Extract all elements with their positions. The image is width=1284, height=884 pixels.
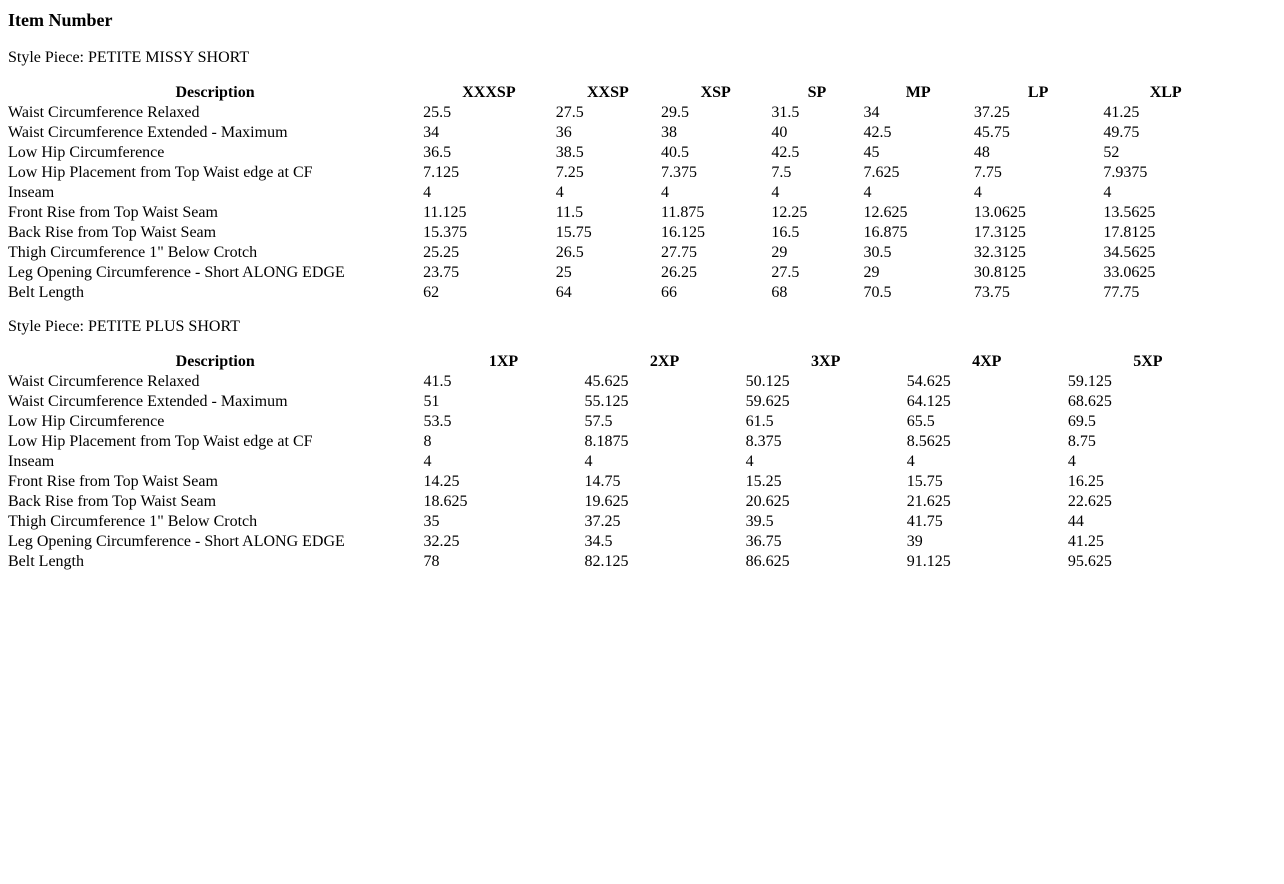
style-piece-title: Style Piece: PETITE PLUS SHORT: [8, 318, 240, 335]
measurement-value-cell: 69.5: [1067, 413, 1096, 430]
measurement-value-cell: 39: [906, 533, 923, 550]
measurement-value-cell: 32.3125: [973, 244, 1026, 261]
page-title: Item Number: [8, 10, 113, 30]
column-header: 5XP: [1133, 353, 1163, 370]
measurement-value-cell: 11.875: [661, 204, 705, 221]
measurement-value-cell: 54.625: [906, 373, 951, 390]
measurement-value-cell: 8: [423, 433, 432, 450]
measurement-value-cell: 34.5625: [1103, 244, 1156, 261]
measurement-value-cell: 16.125: [661, 224, 706, 241]
measurement-value-cell: 4: [863, 184, 872, 201]
measurement-value-cell: 15.75: [906, 473, 943, 490]
measurement-value-cell: 4: [661, 184, 670, 201]
measurement-value-cell: 37.25: [584, 513, 621, 530]
table-row: [8, 243, 1228, 263]
measurement-value-cell: 68: [771, 284, 788, 301]
measurement-value-cell: 41.25: [1067, 533, 1104, 550]
measurement-value-cell: 86.625: [745, 553, 790, 570]
measurement-value-cell: 64: [555, 284, 572, 301]
measurement-name-cell: Inseam: [8, 184, 55, 201]
header-row: [8, 352, 1228, 372]
table-row: [8, 512, 1228, 532]
measurement-value-cell: 42.5: [771, 144, 800, 161]
measurement-value-cell: 4: [771, 184, 780, 201]
table-row: [8, 283, 1228, 303]
measurement-value-cell: 57.5: [584, 413, 613, 430]
measurement-value-cell: 7.9375: [1103, 164, 1148, 181]
measurement-value-cell: 13.5625: [1103, 204, 1156, 221]
measurement-value-cell: 62: [423, 284, 440, 301]
column-header: SP: [807, 84, 827, 101]
measurement-name-cell: Inseam: [8, 453, 55, 470]
measurement-value-cell: 4: [1103, 184, 1112, 201]
measurement-value-cell: 64.125: [906, 393, 951, 410]
measurement-name-cell: Thigh Circumference 1" Below Crotch: [8, 244, 258, 261]
measurement-value-cell: 4: [973, 184, 982, 201]
measurement-value-cell: 7.375: [661, 164, 698, 181]
measurement-value-cell: 70.5: [863, 284, 892, 301]
table-row: [8, 263, 1228, 283]
measurement-value-cell: 40.5: [661, 144, 690, 161]
size-spec-table-plus: [7, 352, 1229, 572]
measurement-value-cell: 30.8125: [973, 264, 1026, 281]
measurement-value-cell: 44: [1067, 513, 1084, 530]
table-row: [8, 412, 1228, 432]
measurement-value-cell: 31.5: [771, 104, 800, 121]
measurement-value-cell: 25: [555, 264, 572, 281]
measurement-value-cell: 7.5: [771, 164, 792, 181]
measurement-value-cell: 4: [906, 453, 915, 470]
measurement-value-cell: 12.625: [863, 204, 908, 221]
measurement-value-cell: 11.5: [555, 204, 584, 221]
measurement-value-cell: 23.75: [423, 264, 460, 281]
style-piece-title: Style Piece: PETITE MISSY SHORT: [8, 49, 250, 66]
size-spec-table-missy: [7, 83, 1229, 303]
measurement-value-cell: 34: [423, 124, 440, 141]
column-header: MP: [905, 84, 931, 101]
measurement-value-cell: 19.625: [584, 493, 629, 510]
measurement-value-cell: 95.625: [1067, 553, 1112, 570]
measurement-value-cell: 13.0625: [973, 204, 1026, 221]
column-header: XXXSP: [462, 84, 516, 101]
measurement-value-cell: 11.125: [423, 204, 467, 221]
measurement-value-cell: 7.25: [555, 164, 584, 181]
column-header: XSP: [700, 84, 731, 101]
table-row: [8, 223, 1228, 243]
measurement-value-cell: 8.375: [745, 433, 782, 450]
column-header: XXSP: [586, 84, 629, 101]
measurement-name-cell: Belt Length: [8, 553, 84, 570]
measurement-value-cell: 35: [423, 513, 440, 530]
measurement-value-cell: 4: [745, 453, 754, 470]
column-header: LP: [1027, 84, 1049, 101]
table-header: [8, 352, 1228, 372]
measurement-value-cell: 41.25: [1103, 104, 1140, 121]
measurement-value-cell: 39.5: [745, 513, 774, 530]
header-row: [8, 83, 1228, 103]
measurement-value-cell: 27.5: [771, 264, 800, 281]
measurement-name-cell: Leg Opening Circumference - Short ALONG EDGE: [8, 533, 345, 550]
measurement-value-cell: 65.5: [906, 413, 935, 430]
measurement-value-cell: 29.5: [661, 104, 690, 121]
table-row: [8, 452, 1228, 472]
table-body: [8, 372, 1228, 572]
measurement-value-cell: 26.5: [555, 244, 584, 261]
table-row: [8, 203, 1228, 223]
measurement-value-cell: 37.25: [973, 104, 1010, 121]
measurement-value-cell: 55.125: [584, 393, 629, 410]
measurement-value-cell: 25.5: [423, 104, 452, 121]
measurement-value-cell: 73.75: [973, 284, 1010, 301]
measurement-value-cell: 78: [423, 553, 440, 570]
measurement-value-cell: 27.75: [661, 244, 698, 261]
table-row: [8, 432, 1228, 452]
measurement-value-cell: 45.625: [584, 373, 629, 390]
measurement-value-cell: 42.5: [863, 124, 892, 141]
measurement-value-cell: 12.25: [771, 204, 808, 221]
measurement-value-cell: 91.125: [906, 553, 951, 570]
measurement-value-cell: 4: [1067, 453, 1076, 470]
table-row: [8, 552, 1228, 572]
measurement-value-cell: 38: [661, 124, 678, 141]
table-row: [8, 103, 1228, 123]
measurement-value-cell: 34: [863, 104, 880, 121]
column-header: 3XP: [811, 353, 841, 370]
measurement-value-cell: 51: [423, 393, 440, 410]
table-row: [8, 392, 1228, 412]
table-row: [8, 472, 1228, 492]
measurement-value-cell: 14.75: [584, 473, 621, 490]
table-body: [8, 103, 1228, 303]
measurement-value-cell: 18.625: [423, 493, 468, 510]
measurement-value-cell: 40: [771, 124, 788, 141]
measurement-value-cell: 4: [423, 184, 432, 201]
measurement-value-cell: 48: [973, 144, 990, 161]
measurement-value-cell: 22.625: [1067, 493, 1112, 510]
measurement-value-cell: 8.1875: [584, 433, 629, 450]
measurement-name-cell: Waist Circumference Relaxed: [8, 373, 200, 390]
measurement-name-cell: Back Rise from Top Waist Seam: [8, 493, 217, 510]
measurement-name-cell: Waist Circumference Relaxed: [8, 104, 200, 121]
measurement-value-cell: 16.875: [863, 224, 908, 241]
measurement-value-cell: 52: [1103, 144, 1120, 161]
measurement-value-cell: 38.5: [555, 144, 584, 161]
measurement-value-cell: 29: [863, 264, 880, 281]
measurement-value-cell: 4: [584, 453, 593, 470]
measurement-name-cell: Belt Length: [8, 284, 84, 301]
measurement-value-cell: 34.5: [584, 533, 613, 550]
measurement-value-cell: 36.5: [423, 144, 452, 161]
measurement-value-cell: 36: [555, 124, 572, 141]
measurement-name-cell: Low Hip Circumference: [8, 144, 165, 161]
table-row: [8, 163, 1228, 183]
measurement-value-cell: 32.25: [423, 533, 460, 550]
measurement-value-cell: 4: [423, 453, 432, 470]
measurement-value-cell: 41.75: [906, 513, 943, 530]
measurement-value-cell: 15.25: [745, 473, 782, 490]
measurement-value-cell: 14.25: [423, 473, 460, 490]
table-row: [8, 143, 1228, 163]
measurement-value-cell: 16.25: [1067, 473, 1104, 490]
table-row: [8, 372, 1228, 392]
table-header: [8, 83, 1228, 103]
measurement-value-cell: 30.5: [863, 244, 892, 261]
measurement-name-cell: Front Rise from Top Waist Seam: [8, 204, 218, 221]
measurement-value-cell: 59.625: [745, 393, 790, 410]
column-header: Description: [175, 353, 255, 370]
measurement-value-cell: 27.5: [555, 104, 584, 121]
measurement-name-cell: Waist Circumference Extended - Maximum: [8, 393, 288, 410]
measurement-value-cell: 17.3125: [973, 224, 1026, 241]
measurement-value-cell: 15.375: [423, 224, 468, 241]
measurement-name-cell: Front Rise from Top Waist Seam: [8, 473, 218, 490]
measurement-value-cell: 7.625: [863, 164, 900, 181]
measurement-value-cell: 7.125: [423, 164, 460, 181]
measurement-value-cell: 25.25: [423, 244, 460, 261]
table-row: [8, 183, 1228, 203]
measurement-value-cell: 59.125: [1067, 373, 1112, 390]
measurement-value-cell: 15.75: [555, 224, 592, 241]
measurement-value-cell: 17.8125: [1103, 224, 1156, 241]
measurement-value-cell: 7.75: [973, 164, 1002, 181]
measurement-value-cell: 4: [555, 184, 564, 201]
measurement-name-cell: Waist Circumference Extended - Maximum: [8, 124, 288, 141]
measurement-value-cell: 33.0625: [1103, 264, 1156, 281]
measurement-value-cell: 16.5: [771, 224, 800, 241]
measurement-value-cell: 61.5: [745, 413, 774, 430]
measurement-value-cell: 49.75: [1103, 124, 1140, 141]
measurement-value-cell: 50.125: [745, 373, 790, 390]
measurement-name-cell: Thigh Circumference 1" Below Crotch: [8, 513, 258, 530]
measurement-value-cell: 20.625: [745, 493, 790, 510]
measurement-value-cell: 21.625: [906, 493, 951, 510]
measurement-name-cell: Low Hip Circumference: [8, 413, 165, 430]
table-row: [8, 532, 1228, 552]
measurement-value-cell: 68.625: [1067, 393, 1112, 410]
table-row: [8, 492, 1228, 512]
table-row: [8, 123, 1228, 143]
measurement-name-cell: Low Hip Placement from Top Waist edge at CF: [8, 433, 313, 450]
measurement-name-cell: Leg Opening Circumference - Short ALONG EDGE: [8, 264, 345, 281]
column-header: 1XP: [488, 353, 519, 370]
measurement-value-cell: 77.75: [1103, 284, 1140, 301]
measurement-value-cell: 66: [661, 284, 678, 301]
measurement-value-cell: 53.5: [423, 413, 452, 430]
measurement-value-cell: 82.125: [584, 553, 629, 570]
column-header: 2XP: [649, 353, 680, 370]
measurement-name-cell: Back Rise from Top Waist Seam: [8, 224, 217, 241]
measurement-value-cell: 29: [771, 244, 788, 261]
measurement-value-cell: 45.75: [973, 124, 1010, 141]
measurement-value-cell: 45: [863, 144, 880, 161]
measurement-value-cell: 8.5625: [906, 433, 951, 450]
measurement-value-cell: 8.75: [1067, 433, 1096, 450]
column-header: 4XP: [972, 353, 1002, 370]
measurement-value-cell: 26.25: [661, 264, 698, 281]
measurement-name-cell: Low Hip Placement from Top Waist edge at CF: [8, 164, 313, 181]
measurement-value-cell: 36.75: [745, 533, 782, 550]
measurement-value-cell: 41.5: [423, 373, 452, 390]
column-header: XLP: [1149, 84, 1182, 101]
column-header: Description: [175, 84, 255, 101]
